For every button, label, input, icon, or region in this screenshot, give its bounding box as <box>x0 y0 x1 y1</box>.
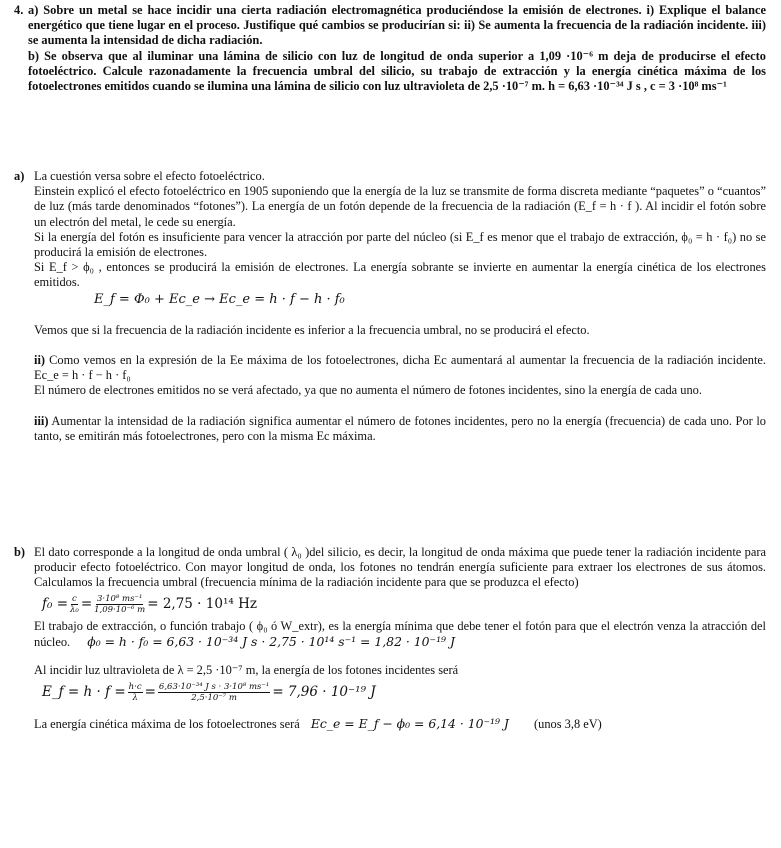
answer-a-ii-label: ii) <box>34 353 46 368</box>
answer-a-iii-label: iii) <box>34 413 49 428</box>
answer-a-ii <box>34 353 766 383</box>
answer-a-einstein: Einstein explicó el efecto fotoeléctrico en 1905 suponiendo que la energía de la luz se transmite de forma discreta mediante “paquetes” o “cuantos” de luz (más tarde denominados “fotones”). La energía de un fotón depende de la frecuencia de la radiación (E_f = h · f ). Al incidir el fotón sobre un electrón del metal, le cede su energía. <box>34 184 766 229</box>
answer-a-emission: Si E_f > ϕ₀ , entonces se producirá la emisión de electrones. La energía sobrante se invierte en aumentar la energía cinética de los electrones emitidos. <box>34 260 766 290</box>
eq-f0-fraction-numeric <box>94 594 145 615</box>
answer-b-uv: Al incidir luz ultravioleta de λ = 2,5 ·10⁻⁷ m, la energía de los fotones incidentes será <box>34 663 459 678</box>
equation-work-function: ϕ₀ = h · f₀ = 6,63 · 10⁻³⁴ J s · 2,75 · 10¹⁴ s⁻¹ = 1,82 · 10⁻¹⁹ J <box>87 633 455 649</box>
eq-f0-frac2-denominator: 1,09·10⁻⁶ m <box>94 605 146 616</box>
answer-b-label: b) <box>14 545 26 559</box>
answer-a-equation: E_f = Φ₀ + Ec_e → Ec_e = h · f − h · f₀ <box>94 291 345 307</box>
eq-ef-frac2-denominator: 2,5·10⁻⁷ m <box>191 692 237 703</box>
answer-a-iii-text: Aumentar la intensidad de la radiación significa aumentar el número de fotones incidentes, pero no la energía (frecuencia) de cada uno. Por lo tanto, se emitirán más fotoelectrones, pero con la misma Ec máxima. <box>34 413 766 443</box>
eq-f0-fraction-symbolic <box>70 594 79 615</box>
eq-ef-frac1-denominator: λ <box>132 692 138 703</box>
answer-b-kinetic-text: La energía cinética máxima de los fotoelectrones será <box>34 717 300 732</box>
question-statement <box>14 3 766 94</box>
answer-b-intro: El dato corresponde a la longitud de onda umbral ( λ₀ )del silicio, es decir, la longitud de onda máxima que puede tener la radiación incidente para producir efecto fotoeléctrico. Con mayor longitud de onda, los fotones no tendrán energía suficiente para extraer los electrones de sus átomos. Calculamos la frecuencia umbral (frecuencia mínima de la radiación incidente para que se produzca el efecto) <box>34 545 766 590</box>
answer-b <box>14 545 766 732</box>
eq-ef-result: = 7,96 · 10⁻¹⁹ J <box>272 683 376 700</box>
answer-a-insufficient: Si la energía del fotón es insuficiente para vencer la atracción por parte del núcleo (si E_f es menor que el trabajo de extracción, ϕ₀ = h · f₀) no se producirá la emisión de electrones. <box>34 229 766 260</box>
eq-f0-frac1-denominator: λ₀ <box>70 605 79 616</box>
answer-b-work-function <box>34 619 766 650</box>
eq-f0-frac2-numerator: 3·10⁸ ms⁻¹ <box>97 594 143 605</box>
kinetic-energy-note: (unos 3,8 eV) <box>534 717 602 732</box>
eq-ef-fraction-symbolic <box>128 682 143 703</box>
eq-f0-lhs: f₀ = <box>42 596 69 612</box>
eq-ef-lhs: E_f = h · f = <box>42 683 126 700</box>
answer-b-work-function-text: El trabajo de extracción, o función trabajo ( ϕ₀ ó W_extr), es la energía mínima que debe tener el fotón para que el electrón venza la atracción del núcleo. <box>34 618 766 649</box>
eq-f0-frac1-numerator: c <box>72 594 77 605</box>
answer-a-ii-text: Como vemos en la expresión de la Ee máxima de los fotoelectrones, dicha Ec aumentará al aumentar la frecuencia de la radiación incidente. Ec_e = h · f − h · f₀ <box>34 353 767 383</box>
question-part-a: a) Sobre un metal se hace incidir una cierta radiación electromagnética produciéndose la emisión de electrones. i) Explique el balance energético que tiene lugar en el proceso. Justifique qué cambios se producirían si: ii) Se aumenta la frecuencia de la radiación incidente. iii) se aumenta la intensidad de dicha radiación. <box>28 3 766 48</box>
answer-a-label: a) <box>14 169 25 183</box>
eq-ef-frac2-numerator: 6,63·10⁻³⁴ J s · 3·10⁸ ms⁻¹ <box>158 681 270 692</box>
eq-ef-fraction-numeric <box>158 682 270 703</box>
equation-photon-energy: E_f = h · f = $\frac{h\cdot c}{\lambda}$ = $\frac{\text{6,63·10⁻³⁴ J s · 3·10⁸ ms⁻¹}}{\text{2,5·10⁻⁷ m}}$ = 7,96 · 10⁻¹⁹ J <box>42 681 376 703</box>
question-number: 4. <box>14 3 24 17</box>
answer-a-conclusion: Vemos que si la frecuencia de la radiación incidente es inferior a la frecuencia umbral, no se producirá el efecto. <box>34 322 590 337</box>
equation-kinetic-energy: Ec_e = E_f − ϕ₀ = 6,14 · 10⁻¹⁹ J <box>310 716 509 732</box>
answer-a <box>14 169 766 444</box>
answer-a-iii <box>34 414 766 444</box>
answer-a-intro: La cuestión versa sobre el efecto fotoeléctrico. <box>34 169 265 183</box>
eq-f0-result: = 2,75 · 10¹⁴ Hz <box>147 596 257 612</box>
answer-b-kinetic <box>34 716 766 732</box>
question-part-b: b) Se observa que al iluminar una lámina de silicio con luz de longitud de onda superior a 1,09 ·10⁻⁶ m deja de producirse el efecto fotoeléctrico. Calcule razonadamente la frecuencia umbral del silicio, su trabajo de extracción y la energía cinética máxima de los fotoelectrones emitidos cuando se ilumina una lámina de silicio con luz ultravioleta de 2,5 ·10⁻⁷ m. h = 6,63 ·10⁻³⁴ J s , c = 3 ·10⁸ ms⁻¹ <box>28 48 766 94</box>
answer-a-ii-text2: El número de electrones emitidos no se verá afectado, ya que no aumenta el número de fotones incidentes, sino la energía de cada uno. <box>34 383 702 398</box>
eq-ef-frac1-numerator: h·c <box>128 681 142 692</box>
equation-threshold-frequency: f₀ = $\frac{c}{\text{λ₀}}$ = $\frac{\text{3·10⁸ ms⁻¹}}{\text{1,09·10⁻⁶ m}}$ = 2,75 · 10¹⁴ Hz <box>42 594 257 616</box>
